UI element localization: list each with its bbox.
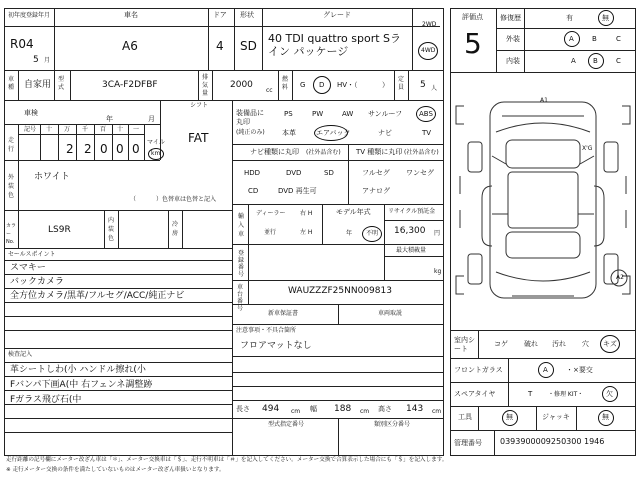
equip-pw: PW: [312, 110, 324, 118]
first-reg-label: 初年度登録年月: [8, 12, 51, 19]
repair-no: 無: [602, 14, 609, 22]
mileage-digit: 2: [66, 142, 74, 156]
equip-airbag: エアバック: [316, 129, 351, 137]
width-label: 幅: [310, 405, 317, 413]
warranty-manual: 車両取説: [378, 310, 403, 317]
cold-label: 冷房: [172, 221, 179, 237]
fuel-g: G: [300, 81, 306, 89]
warranty-new-car: 新車保証書: [268, 310, 299, 317]
caution-value: フロアマットなし: [240, 341, 312, 351]
tv-fullseg: フルセグ: [362, 169, 390, 177]
width-cm: cm: [360, 408, 370, 415]
exterior-grade-label: 外装: [506, 35, 520, 43]
spare-none: 欠: [606, 390, 613, 398]
grade-label: グレード: [323, 11, 351, 19]
first-reg-month-unit: 月: [44, 57, 51, 64]
navi-hdd: HDD: [244, 169, 261, 177]
inspection-year-unit: 年: [106, 115, 113, 123]
score-label: 評価点: [462, 13, 483, 21]
import-label: 輸入車: [238, 213, 245, 238]
shift-value: FAT: [188, 131, 209, 145]
height-label: 高さ: [378, 405, 392, 413]
seat-scratch: キズ: [603, 340, 617, 348]
mileage-hdr-5: 十: [117, 126, 124, 133]
equip-aw: AW: [342, 110, 354, 118]
four-wd-label: 4WD: [421, 47, 436, 54]
doors-label: ドア: [213, 11, 227, 19]
tv-sub: (社外品含む): [404, 149, 439, 156]
inspector-note-line: 革シートしわ(小 ハンドル擦れ(小: [10, 365, 146, 375]
tv-label: TV 種類に丸印: [356, 148, 403, 156]
navi-sub: (社外品含む): [306, 149, 341, 156]
front-glass-a: A: [543, 366, 548, 374]
equip-navi: ナビ: [378, 129, 392, 137]
mileage-label: 走行: [8, 137, 15, 153]
jack-none: 無: [602, 413, 609, 421]
height-value: 143: [406, 404, 424, 414]
vin-label: 車台番号: [237, 284, 244, 312]
type-cert-label: 型式指定番号: [268, 421, 305, 428]
sales-points-label: セールスポイント: [8, 251, 56, 258]
navi-sd: SD: [324, 169, 334, 177]
import-other: 並行: [264, 229, 277, 236]
front-glass-label: フロントガラス: [454, 366, 503, 374]
inspector-note-line: Fバンパ下画A(中 右フェンネ調整跡: [10, 380, 153, 390]
mileage-mile: マイル: [147, 139, 165, 146]
model-year-unit: 年: [346, 230, 353, 237]
equip-sunroof: サンルーフ: [368, 110, 403, 118]
length-value: 494: [262, 404, 280, 414]
management-value: 0393900009250300 1946: [500, 437, 605, 446]
interior-color-label: 内装色: [108, 217, 115, 242]
exterior-c: C: [616, 35, 621, 43]
navi-cd: CD: [248, 187, 259, 195]
ext-color-note-open: （: [130, 196, 137, 203]
use-label: 車種: [8, 76, 15, 91]
equip-ps: PS: [284, 110, 293, 118]
mileage-digit: 2: [84, 142, 92, 156]
mileage-digit: 0: [116, 142, 124, 156]
max-load-label: 最大積載量: [396, 247, 427, 254]
mileage-digit: 0: [100, 142, 108, 156]
interior-grade-label: 内装: [506, 57, 520, 65]
car-name-label: 車名: [124, 11, 138, 19]
shape-label: 形状: [240, 11, 254, 19]
capacity-label: 定員: [398, 76, 405, 91]
exterior-a: A: [569, 35, 574, 43]
reg-no-label: 登録番号: [238, 250, 245, 278]
first-reg-year: R04: [10, 37, 34, 51]
model-year-unknown: 不明: [366, 230, 379, 237]
fuel-hv-close: ）: [382, 81, 389, 89]
management-label: 管理番号: [454, 439, 482, 447]
footer-line-2: ※ 走行メーター交換の条件を満たしていないものはメーター改ざん車扱いとなります。: [6, 467, 225, 473]
model-label: 型式: [58, 76, 65, 91]
mileage-km: km: [151, 150, 161, 157]
recycle-value: 16,300: [394, 226, 426, 236]
diagram-label-xg: X'G: [582, 145, 593, 152]
max-load-kg: kg: [434, 268, 442, 275]
navi-label: ナビ種類に丸印: [250, 148, 299, 156]
mileage-hdr-6: 一: [133, 126, 140, 133]
ext-color-label: 外装色: [8, 174, 15, 199]
recycle-yen: 円: [434, 230, 441, 237]
seat-label: 室内シート: [454, 336, 475, 353]
inspection-label: 車検: [24, 109, 38, 117]
seat-hole: 穴: [582, 340, 589, 348]
spare-t: T: [528, 390, 533, 398]
displacement-label: 排気量: [202, 74, 209, 97]
length-cm: cm: [291, 408, 301, 415]
capacity-value: 5: [420, 80, 426, 90]
diagram-label-a2: A2: [616, 274, 624, 281]
first-reg-month: 5: [33, 55, 39, 65]
tv-oneseg: ワンセグ: [406, 169, 434, 177]
tools-none: 無: [506, 413, 513, 421]
mileage-hdr-2: 万: [64, 126, 71, 133]
fuel-d: D: [319, 81, 325, 89]
import-rh: 右 H: [300, 210, 313, 217]
footer-line-1: 走行距離の記号欄にメーター改ざん車は「＊」、メーター交換車は「＄」、走行不明車は「＃」を記入してください。メーター交換で合算表示した場合にも「＄」を記入します。: [6, 457, 448, 463]
equip-tv: TV: [422, 129, 432, 137]
repair-label: 修復歴: [500, 14, 521, 22]
cc-label: cc: [266, 87, 273, 94]
class-label: 類別区分番号: [374, 421, 411, 428]
import-dealer: ディーラー: [256, 210, 286, 217]
shift-label: シフト: [190, 102, 209, 109]
model-value: 3CA-F2DFBF: [102, 80, 158, 90]
interior-a: A: [571, 57, 576, 65]
vin-value: WAUZZZF25NN009813: [288, 286, 392, 296]
use-value: 自家用: [24, 80, 52, 90]
diagram-label-a1: A1: [540, 97, 548, 104]
equip-leather: 本革: [282, 129, 296, 137]
inspection-month-unit: 月: [148, 115, 155, 123]
car-diagram: [452, 86, 634, 322]
color-no-value: LS9R: [48, 225, 71, 235]
caution-label: 注意事項・不具合箇所: [236, 327, 297, 334]
spare-repair-kit: ・修理 KIT・: [548, 391, 584, 398]
car-name: A6: [122, 39, 138, 53]
navi-dvd-play: DVD 再生可: [278, 187, 317, 195]
doors-value: 4: [216, 39, 224, 53]
sales-point-line: バックカメラ: [10, 277, 65, 287]
seat-tear: 破れ: [524, 340, 538, 348]
tools-label: 工具: [458, 413, 472, 421]
repair-yes: 有: [566, 14, 573, 22]
width-value: 188: [334, 404, 352, 414]
exterior-b: B: [592, 35, 597, 43]
inspector-notes-label: 検査記入: [8, 351, 33, 358]
jack-label: ジャッキ: [542, 413, 570, 421]
mileage-digit: 0: [132, 142, 140, 156]
import-lh: 左 H: [300, 229, 313, 236]
displacement-value: 2000: [230, 80, 253, 90]
seat-burn: コゲ: [494, 340, 508, 348]
navi-dvd: DVD: [286, 169, 302, 177]
mileage-hdr-sign: 記号: [24, 126, 37, 133]
score-value: 5: [464, 27, 482, 60]
inspector-note-line: Fガラス飛び石(中: [10, 395, 82, 405]
spare-label: スペアタイヤ: [454, 390, 496, 398]
shape-value: SD: [240, 39, 257, 53]
recycle-label: リサイクル預託金: [388, 208, 436, 215]
sales-point-line: スマキー: [10, 263, 46, 273]
equipment-sub: (純正のみ): [236, 129, 265, 136]
fuel-label: 燃料: [282, 76, 289, 91]
sales-point-line: 全方位カメラ/黒革/フルセグ/ACC/純正ナビ: [10, 291, 185, 301]
mileage-hdr-1: 十: [46, 126, 53, 133]
ext-color-value: ホワイト: [34, 172, 70, 182]
two-wd-label: 2WD: [422, 21, 437, 28]
capacity-unit: 人: [431, 85, 438, 92]
color-no-label: カラーNo.: [6, 223, 17, 245]
equip-abs: ABS: [419, 110, 433, 118]
height-cm: cm: [432, 408, 442, 415]
grade-value: 40 TDI quattro sport Sライン パッケージ: [268, 32, 402, 58]
length-label: 長さ: [236, 405, 250, 413]
fuel-hv: HV・（: [337, 81, 358, 89]
interior-b: B: [593, 57, 598, 65]
mileage-hdr-4: 百: [100, 126, 107, 133]
model-year-label: モデル年式: [336, 208, 371, 216]
ext-color-note: ）色替車は色替と記入: [156, 196, 217, 203]
seat-stain: 汚れ: [552, 340, 566, 348]
front-glass-x: ・×要交: [566, 366, 593, 374]
tv-analog: アナログ: [362, 187, 390, 195]
mileage-hdr-3: 千: [82, 126, 89, 133]
interior-c: C: [616, 57, 621, 65]
equipment-label: 装備品に丸印: [236, 109, 264, 126]
